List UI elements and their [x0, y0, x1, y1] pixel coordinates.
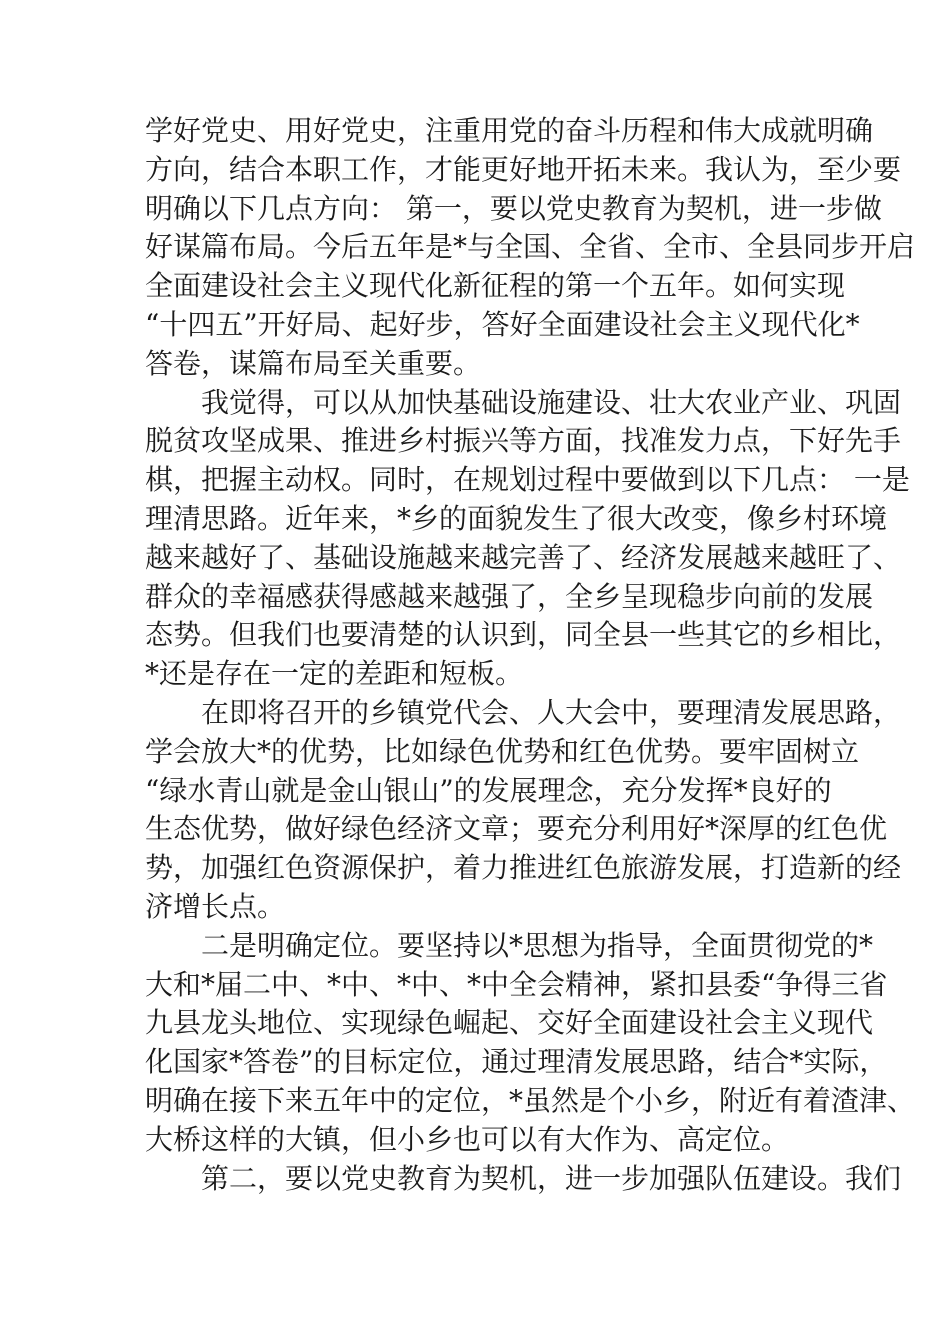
text-line: 九县龙头地位、实现绿色崛起、交好全面建设社会主义现代: [145, 1006, 874, 1040]
text-line: 大桥这样的大镇，但小乡也可以有大作为、高定位。: [145, 1122, 790, 1156]
text-line: 势，加强红色资源保护，着力推进红色旅游发展，打造新的经: [145, 851, 902, 885]
text-line: 第二，要以党史教育为契机，进一步加强队伍建设。我们: [201, 1161, 902, 1195]
text-line: 大和*届二中、*中、*中、*中全会精神，紧扣县委“争得三省: [145, 967, 888, 1001]
text-line: 我觉得，可以从加快基础设施建设、壮大农业产业、巩固: [201, 385, 902, 419]
text-line: 态势。但我们也要清楚的认识到，同全县一些其它的乡相比，: [145, 618, 902, 652]
text-line: *还是存在一定的差距和短板。: [145, 657, 524, 691]
text-line: 脱贫攻坚成果、推进乡村振兴等方面，找准发力点，下好先手: [145, 424, 902, 458]
text-line: 化国家*答卷”的目标定位，通过理清发展思路，结合*实际，: [145, 1045, 888, 1079]
text-line: 答卷，谋篇布局至关重要。: [145, 346, 482, 380]
text-line: 学会放大*的优势，比如绿色优势和红色优势。要牢固树立: [145, 734, 860, 768]
text-line: 生态优势，做好绿色经济文章；要充分利用好*深厚的红色优: [145, 812, 888, 846]
text-line: 全面建设社会主义现代化新征程的第一个五年。如何实现: [145, 269, 846, 303]
text-line: 济增长点。: [145, 889, 286, 923]
text-line: 理清思路。近年来，*乡的面貌发生了很大改变，像乡村环境: [145, 501, 888, 535]
text-line: 好谋篇布局。今后五年是*与全国、全省、全市、全县同步开启: [145, 230, 916, 264]
text-line: 学好党史、用好党史，注重用党的奋斗历程和伟大成就明确: [145, 114, 874, 147]
body-text: [145, 112, 916, 1198]
text-line: 二是明确定位。要坚持以*思想为指导，全面贯彻党的*: [201, 928, 874, 962]
text-line: 明确在接下来五年中的定位，*虽然是个小乡，附近有着渣津、: [145, 1083, 916, 1117]
text-line: 明确以下几点方向： 第一，要以党史教育为契机，进一步做: [145, 191, 882, 225]
text-line: 在即将召开的乡镇党代会、人大会中，要理清发展思路，: [201, 695, 902, 729]
text-line: 群众的幸福感获得感越来越强了，全乡呈现稳步向前的发展: [145, 579, 874, 613]
text-line: 方向，结合本职工作，才能更好地开拓未来。我认为，至少要: [145, 152, 902, 186]
text-line: “十四五”开好局、起好步，答好全面建设社会主义现代化*: [145, 307, 860, 341]
text-line: 棋，把握主动权。同时，在规划过程中要做到以下几点： 一是: [145, 463, 910, 497]
text-line: “绿水青山就是金山银山”的发展理念，充分发挥*良好的: [145, 773, 832, 807]
text-line: 越来越好了、基础设施越来越完善了、经济发展越来越旺了、: [145, 540, 902, 574]
